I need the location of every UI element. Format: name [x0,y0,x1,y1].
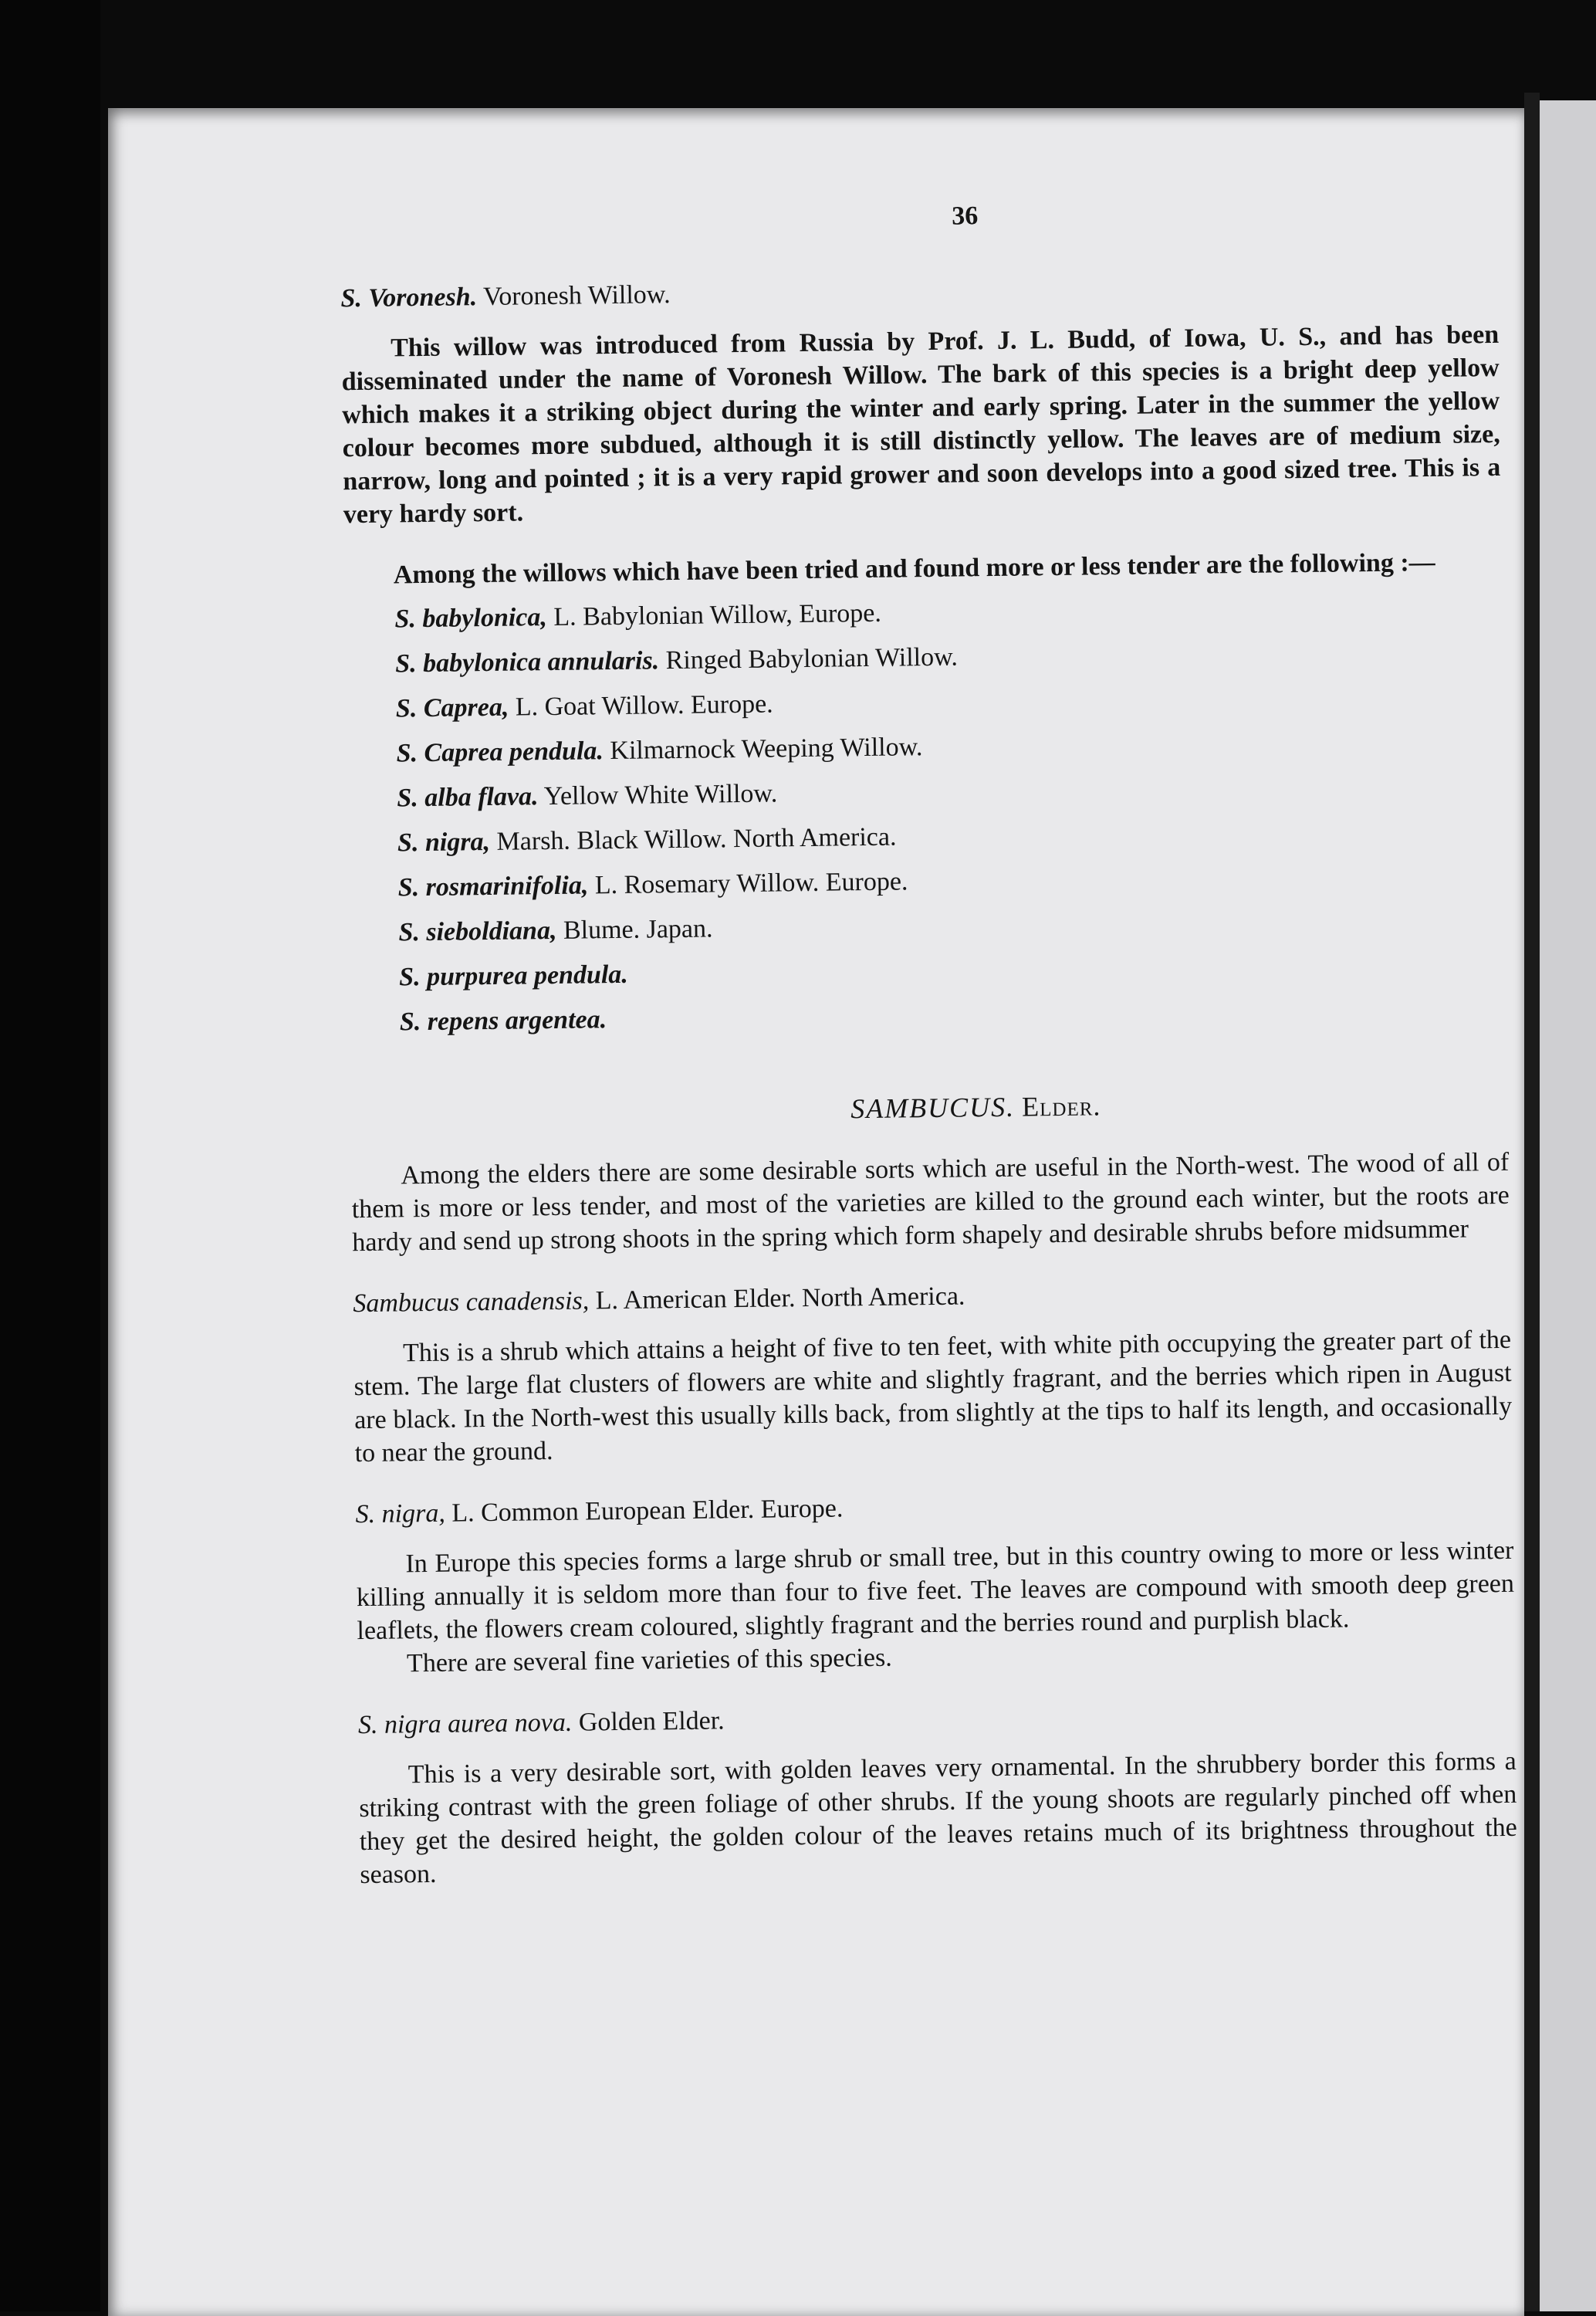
canadensis-description: This is a shrub which attains a height of five to ten feet, with white pith occupying the greater part of the stem. The large flat clusters of flowers are white and slightly fragrant, and the berries which ripen in August are black. In the North-west this usually kills back, from slightly at the tips to half its length, and occasionally to near the ground. [353,1325,1513,1468]
nigra-description: In Europe this species forms a large shrub or small tree, but in this country owing to more or less winter killing annually it is seldom more than four to five feet. The leaves are compound with smooth deep green leaflets, the flowers cream coloured, slightly fragrant and the berries round and purplish black. [356,1536,1515,1646]
sambucus-intro: Among the elders there are some desirable sorts which are useful in the North-west. The wood of all of them is more or less tender, and most of the varieties are killed to the ground each winter, but the roots are hardy and send up strong shoots in the spring which form shapely and desirable shrubs before midsummer [351,1147,1510,1258]
page-content [232,193,1518,1893]
section-title-sambucus: SAMBUCUS. Elder. [850,1090,1101,1125]
nigra-heading: S. nigra, L. Common European Elder. Europe. [355,1494,844,1529]
aurea-description: This is a very desirable sort, with golden leaves very ornamental. In the shrubbery border this forms a striking contrast with the green foliage of other shrubs. If the young shoots are regularly pinched off when they get the desired height, the golden colour of the leaves retains much of its brightness throughout the season. [359,1746,1517,1890]
list-item: S. nigra, Marsh. Black Willow. North America. [397,822,897,858]
canadensis-heading: Sambucus canadensis, L. American Elder. North America. [353,1282,965,1319]
list-item: S. repens argentea. [399,1005,607,1037]
tender-willow-list [236,589,1507,1041]
page-gutter-shadow [1524,93,1540,2311]
voronesh-description: This willow was introduced from Russia by Prof. J. L. Budd, of Iowa, U. S., and has been disseminated under the name of Voronesh Willow. The bark of this species is a bright deep yellow which makes it a striking object during the winter and early spring. Later in the summer the yellow colour becomes more subdued, although it is still distinctly yellow. The leaves are of medium size, narrow, long and pointed ; it is a very rapid grower and soon develops into a good sized tree. This is a very hardy sort. [341,320,1501,530]
voronesh-heading [232,268,1498,317]
tender-willows-intro: Among the willows which have been tried and found more or less tender are the following :— [393,547,1435,590]
list-item: S. babylonica, L. Babylonian Willow, Europe. [394,598,882,634]
list-item: S. purpurea pendula. [398,960,629,992]
scan-left-margin [0,0,100,2311]
nigra-varieties-note: There are several fine varieties of this species. [406,1643,892,1678]
list-item: S. sieboldiana, Blume. Japan. [398,914,713,947]
common-name: Voronesh Willow. [482,280,671,312]
list-item: S. Caprea pendula. Kilmarnock Weeping Willow. [396,733,923,768]
facing-page-edge [1540,100,1596,2311]
list-item: S. Caprea, L. Goat Willow. Europe. [395,689,773,723]
list-item: S. rosmarinifolia, L. Rosemary Willow. Europe. [397,867,908,902]
species-name: S. Voronesh. [340,283,478,313]
list-item: S. babylonica annularis. Ringed Babylonian Willow. [394,642,959,679]
page-number: 36 [951,201,979,231]
aurea-heading: S. nigra aurea nova. Golden Elder. [357,1706,725,1740]
list-item: S. alba flava. Yellow White Willow. [397,779,778,813]
